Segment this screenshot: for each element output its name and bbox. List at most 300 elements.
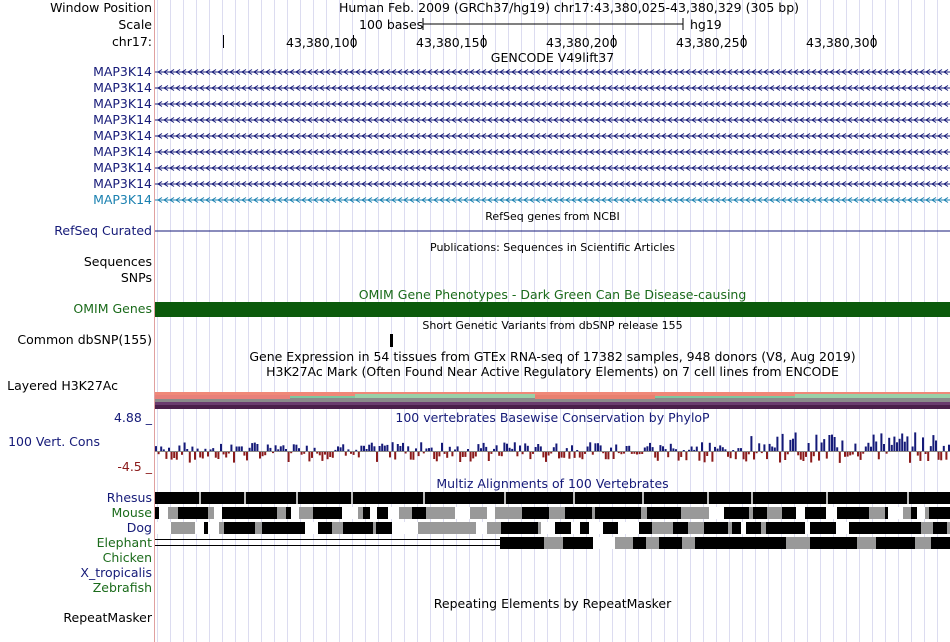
alignment-block [837,507,840,519]
phylop-bar [795,433,797,452]
phylop-bar [194,452,196,460]
dbsnp-track-title: Short Genetic Variants from dbSNP release 155 [422,319,683,332]
alignment-block [506,537,525,549]
alignment-block [531,522,538,534]
alignment-block [760,507,767,519]
track-data-area[interactable] [155,0,950,642]
alignment-block [245,522,255,534]
phylop-bar [579,452,581,458]
phylop-bar [901,434,903,452]
phylop-bar [285,449,287,451]
alignment-block [593,537,608,549]
phylop-bar [592,452,594,455]
phylop-bar [875,442,877,452]
phylop-bar [186,449,188,451]
phylop-bar [477,444,479,451]
phylop-bar [683,450,685,451]
phylop-bar [272,452,274,453]
phylop-bar [527,446,529,451]
phylop-bar [662,446,664,451]
alignment-block [289,522,305,534]
phylop-bar [207,452,209,457]
phylop-bar [314,448,316,451]
alignment-block [733,537,752,549]
phylop-bar [925,452,927,454]
phylop-bar [685,452,687,460]
species-label-mouse[interactable]: Mouse [111,505,152,520]
alignment-block [885,507,888,519]
phylop-bar [254,443,256,451]
alignment-block [769,522,774,534]
phylop-bar [334,450,336,451]
phylop-bar [584,452,586,454]
phylop-bar [602,452,604,453]
alignment-block [538,537,544,549]
ruler-tick-label: 43,380,250 [676,35,748,50]
phylop-bar [563,452,565,458]
phylop-bar [446,452,448,458]
alignment-block [487,507,495,519]
alignment-block [363,507,370,519]
phylop-bar [620,452,622,454]
phylop-bar [873,435,875,451]
phylop-bar [220,444,222,451]
phylop-bar [667,452,669,457]
phylop-bar [262,452,264,456]
alignment-block [774,522,790,534]
phylop-bar [277,449,279,451]
alignment-block [798,522,805,534]
phylop-bar [332,452,334,458]
phylop-bar [899,439,901,451]
phylop-bar [763,444,765,451]
alignment-block [659,537,682,549]
alignment-block [549,507,565,519]
alignment-block [222,507,228,519]
phylop-bar [389,452,391,457]
alignment-block [915,537,931,549]
phylop-track-title: 100 vertebrates Basewise Conservation by PhyloP [395,410,710,425]
alignment-block [673,522,688,534]
alignment-block [580,522,589,534]
alignment-block [244,492,246,504]
phylop-bar [454,450,456,452]
alignment-block [911,507,917,519]
gencode-track-title: GENCODE V49lift37 [490,50,615,65]
alignment-block [877,522,893,534]
alignment-block [504,492,506,504]
refseq-track-label[interactable]: RefSeq Curated [54,223,152,238]
gene-label-map3k14[interactable]: MAP3K14 [93,176,152,191]
repeatmasker-track-title: Repeating Elements by RepeatMasker [433,596,672,611]
alignment-block [608,522,618,534]
gene-label-map3k14[interactable]: MAP3K14 [93,192,152,207]
phylop-bar [945,452,947,460]
alignment-block [613,507,619,519]
assembly-text: hg19 [690,17,722,32]
alignment-block [627,507,638,519]
alignment-block [646,537,659,549]
phylop-bar [329,452,331,457]
phylop-bar [511,449,513,451]
alignment-block [359,522,373,534]
ruler-tick-label: 43,380,200 [546,35,618,50]
phylop-bar [589,442,591,451]
phylop-bar [503,443,505,451]
phylop-bar [298,448,300,451]
phylop-bar [467,449,469,451]
phylop-bar [236,447,238,452]
phylop-bar [238,447,240,452]
phylop-bar [717,449,719,451]
phylop-bar [350,452,352,454]
phylop-bar [251,443,253,451]
phylop-bar [438,452,440,456]
alignment-block [195,522,204,534]
repeatmasker-track-label[interactable]: RepeatMasker [63,610,152,625]
alignment-block [487,522,490,534]
phylop-bar [862,452,864,454]
alignment-block [709,507,724,519]
phylop-bar [878,452,880,459]
phylop-bar [930,446,932,451]
alignment-block [351,492,353,504]
alignment-block [652,522,665,534]
alignment-block [921,522,933,534]
phylop-bar [704,452,706,462]
phylop-bar [290,452,292,453]
phylop-bar [802,452,804,461]
phylop-bar [301,452,303,455]
alignment-block [782,507,790,519]
alignment-block [244,507,258,519]
omim-track-label[interactable]: OMIM Genes [73,301,152,316]
phylop-bar [366,449,368,451]
alignment-block [332,522,343,534]
phylop-bar [516,452,518,456]
alignment-block [766,522,769,534]
phylop-bar [735,452,737,459]
alignment-block [810,507,826,519]
alignment-block [695,537,714,549]
alignment-block [418,522,433,534]
alignment-block [619,507,627,519]
phylop-bar [912,447,914,452]
h3k27ac-track-title: H3K27Ac Mark (Often Found Near Active Regulatory Elements) on 7 cell lines from ENCODE [266,364,839,379]
alignment-block [618,522,633,534]
phylop-bar [672,448,674,451]
alignment-block [888,507,903,519]
phylop-bar [405,452,407,454]
phylop-bar [537,444,539,451]
alignment-block [592,507,595,519]
phylop-bar [540,446,542,451]
phylop-bar [363,446,365,451]
phylop-bar [701,442,703,451]
phylop-bar [730,452,732,458]
phylop-bar [488,452,490,461]
alignment-block [810,537,821,549]
phylop-bar [212,448,214,451]
phylop-bar [880,433,882,451]
alignment-block [615,537,633,549]
phylop-bar [909,452,911,463]
dbsnp-track-label[interactable]: Common dbSNP(155) [17,332,152,347]
species-label-rhesus[interactable]: Rhesus [106,490,152,505]
phylop-bar [228,452,230,454]
phylop-bar [168,448,170,451]
phylop-bar [529,452,531,459]
phylop-bar [839,452,841,463]
phylop-bar [542,452,544,457]
phylop-bar [709,443,711,451]
alignment-block [540,507,549,519]
phylop-bar [659,445,661,451]
phylop-bar [782,434,784,451]
phylop-bar [821,443,823,452]
alignment-block [208,522,219,534]
phylop-bar [308,452,310,461]
alignment-block [933,522,943,534]
alignment-block [844,507,856,519]
alignment-block [707,492,709,504]
alignment-block [931,537,948,549]
phylop-bar [532,452,534,454]
phylop-bar [641,452,643,454]
gene-label-map3k14[interactable]: MAP3K14 [93,128,152,143]
phylop-bar [943,446,945,451]
chrom-label: chr17: [111,34,152,49]
alignment-block [638,507,641,519]
phylop-bar [841,441,843,452]
alignment-block [751,492,753,504]
phylop-bar [522,452,524,454]
alignment-block [189,507,197,519]
phylop-bar [550,452,552,454]
alignment-block [500,537,506,549]
phylop-bar [826,452,828,459]
gene-label-map3k14[interactable]: MAP3K14 [93,144,152,159]
scale-label: Scale [118,17,152,32]
phylop-bar [451,452,453,456]
position-text: Human Feb. 2009 (GRCh37/hg19) chr17:43,380,025-43,380,329 (305 bp) [339,0,800,15]
phylop-bar [639,452,641,454]
phylop-track-label[interactable]: 100 Vert. Cons [8,434,100,449]
phylop-bar [282,445,284,451]
alignment-block [565,507,572,519]
phylop-bar [397,444,399,451]
phylop-bar [210,449,212,451]
alignment-block [224,522,239,534]
species-label-dog[interactable]: Dog [126,520,152,535]
phylop-bar [392,442,394,451]
phylop-bar [340,447,342,451]
phylop-bar [163,449,165,451]
alignment-block [455,507,470,519]
phylop-bar [758,443,760,451]
phylop-bar [847,452,849,457]
phylop-bar [184,443,186,452]
phylop-bar [360,446,362,451]
phylop-bar [714,447,716,451]
alignment-block [746,522,758,534]
phylop-bar [568,452,570,459]
phylop-bar [373,446,375,451]
alignment-block [880,537,886,549]
alignment-block [886,537,892,549]
phylop-bar [940,452,942,460]
phylop-bar [615,445,617,452]
phylop-bar [399,446,401,451]
alignment-block [794,522,798,534]
alignment-block [155,492,950,504]
ruler-tick-label: 43,380,300 [806,35,878,50]
alignment-block [647,507,652,519]
alignment-block [508,507,522,519]
phylop-bar [199,452,201,458]
phylop-bar [870,447,872,451]
gene-label-map3k14[interactable]: MAP3K14 [93,112,152,127]
phylop-bar [828,435,830,451]
phylop-bar [155,446,157,451]
alignment-block [155,522,171,534]
alignment-block [741,522,746,534]
phylop-bar [415,448,417,451]
phylop-bar [600,445,602,451]
alignment-block [199,492,201,504]
alignment-block [732,522,741,534]
phylop-bar [215,452,217,458]
phylop-bar [753,452,755,460]
phylop-bar [345,452,347,456]
gtex-track-title: Gene Expression in 54 tissues from GTEx RNA-seq of 17382 samples, 948 donors (V8, Aug 2019) [249,349,856,364]
phylop-bar [675,449,677,451]
alignment-block [326,507,342,519]
alignment-block [563,537,580,549]
species-label-zebrafish[interactable]: Zebrafish [92,580,152,595]
phylop-bar [501,452,503,456]
alignment-block [426,507,440,519]
phylop-bar [849,452,851,455]
phylop-bar [514,442,516,451]
phylop-bar [509,448,511,451]
alignment-block [299,507,313,519]
alignment-block [412,507,426,519]
alignment-block [318,522,332,534]
alignment-block [522,507,526,519]
alignment-block [440,507,445,519]
alignment-block [342,507,358,519]
phylop-bar [581,452,583,459]
gene-label-map3k14[interactable]: MAP3K14 [93,64,152,79]
phylop-bar [191,447,193,451]
alignment-block [343,522,359,534]
phylop-bar [379,446,381,451]
alignment-block [445,507,455,519]
phylop-bar [605,452,607,459]
alignment-block [633,537,646,549]
phylop-bar [886,452,888,454]
phylop-bar [436,452,438,461]
alignment-block [665,522,673,534]
alignment-block [526,507,540,519]
alignment-block [392,522,405,534]
phylop-bar [649,443,651,451]
alignment-block [601,507,613,519]
phylop-bar [696,447,698,451]
phylop-bar [836,447,838,451]
gene-label-map3k14[interactable]: MAP3K14 [93,160,152,175]
phylop-bar [293,444,295,451]
h3k27ac-layer [355,394,535,398]
alignment-block [377,507,384,519]
phylop-bar [834,437,836,451]
alignment-block [544,537,563,549]
alignment-block [603,522,608,534]
h3k27ac-layer [795,394,950,398]
alignment-block [541,522,555,534]
phylop-bar [449,447,451,451]
phylop-bar [571,445,573,451]
phylop-bar [410,452,412,460]
phylop-bar [371,443,373,451]
alignment-block [495,507,508,519]
phylop-bar [189,452,191,463]
phylop-bar [355,450,357,451]
alignment-block [538,522,541,534]
phylop-bar [353,452,355,455]
phylop-bar [891,445,893,451]
phylop-bar [574,452,576,458]
phylop-bar [711,452,713,462]
phylop-bar [633,452,635,454]
phylop-bar [618,452,620,453]
phylop-bar [358,452,360,457]
alignment-block [472,522,476,534]
phylop-bar [865,447,867,452]
gene-label-map3k14[interactable]: MAP3K14 [93,80,152,95]
alignment-block [849,522,865,534]
phylop-bar [888,438,890,451]
species-label-x-tropicalis[interactable]: X_tropicalis [80,565,152,580]
alignment-block [457,522,472,534]
species-label-chicken[interactable]: Chicken [102,550,152,565]
alignment-block [714,522,728,534]
phylop-bar [860,452,862,460]
phylop-bar [657,452,659,461]
phylop-bar [818,452,820,461]
snps-track-label[interactable]: SNPs [120,270,152,285]
gene-label-map3k14[interactable]: MAP3K14 [93,96,152,111]
alignment-block [805,507,810,519]
phylop-bar [173,452,175,458]
phylop-bar [737,448,739,451]
h3k27ac-track-label[interactable]: Layered H3K27Ac [7,378,118,393]
phylop-bar [745,452,747,461]
phylop-bar [386,445,388,451]
sequences-track-label[interactable]: Sequences [83,254,152,269]
phylop-bar [610,448,612,451]
alignment-block [296,492,298,504]
phylop-bar [264,452,266,455]
phylop-bar [535,447,537,451]
phylop-bar [506,444,508,451]
phylop-bar [914,432,916,451]
species-label-elephant[interactable]: Elephant [96,535,152,550]
phylop-bar [524,443,526,451]
alignment-block [155,507,159,519]
phylop-bar [402,443,404,451]
